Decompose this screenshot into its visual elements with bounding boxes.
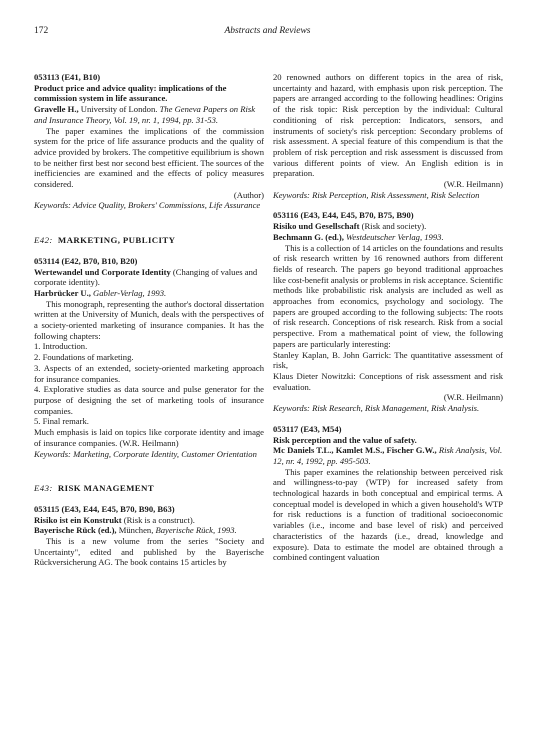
- entry-source: The Geneva Papers on Risk and Insurance Theory, Vol. 19, nr. 1, 1994, pp. 31-53.: [34, 104, 256, 125]
- entry-source: Gabler-Verlag, 1993.: [90, 287, 167, 298]
- list-item: 1. Introduction.: [34, 341, 88, 352]
- section-heading-e42: E42: MARKETING, PUBLICITY: [34, 235, 176, 246]
- entry-title-translation: (Risk and society).: [359, 221, 427, 232]
- entry-053117: [273, 424, 503, 563]
- entry-abstract: This monograph, representing the author's doctoral dissertation written at the University of Munich, deals with the perspectives of a society-oriented marketing of insurance companies. It has the following chapters:: [34, 298, 264, 341]
- page-number: 172: [34, 26, 49, 36]
- entry-affiliation: München,: [116, 525, 156, 536]
- entry-title: Wertewandel und Corporate Identity: [34, 266, 171, 277]
- entry-code: 053114 (E42, B70, B10, B20): [34, 255, 138, 266]
- entry-keywords: Keywords: Risk Perception, Risk Assessment, Risk Selection: [273, 189, 480, 200]
- entry-title: Product price and advice quality: implications of the commission system in life assurance.: [34, 82, 227, 104]
- left-column: [34, 72, 264, 568]
- entry-attribution: (Author): [233, 189, 264, 200]
- list-item: 5. Final remark.: [34, 416, 89, 427]
- entry-keywords: Keywords: Risk Research, Risk Management, Risk Analysis.: [273, 403, 480, 414]
- entry-attribution: (W.R. Heilmann): [443, 392, 503, 403]
- entry-citation: [34, 104, 264, 125]
- page-header: [34, 26, 501, 40]
- entry-abstract: This paper examines the relationship between perceived risk and willingness-to-pay (WTP) for increased safety from technological hazards in both conceptual and empirical terms. A conceptual model is developed in which a given household's WTP for risk reductions is a function of traditional socioeconomic variables (i.e., income and base level of risk) and perceived characteristics of the hazards (i.e., dread, knowledge and exposure). Data to estimate the model are obtained through a combined contingent valuation: [273, 466, 503, 563]
- list-item: Klaus Dieter Nowitzki: Conceptions of risk assessment and risk evaluation.: [273, 370, 503, 392]
- list-item: 2. Foundations of marketing.: [34, 352, 134, 363]
- entry-title: Risiko und Gesellschaft: [273, 221, 360, 232]
- section-heading-e43: E43: RISK MANAGEMENT: [34, 483, 155, 494]
- entry-keywords: Keywords: Marketing, Corporate Identity, Customer Orientation: [34, 448, 257, 459]
- entry-053114: [34, 256, 264, 459]
- right-column: [273, 72, 503, 563]
- entry-053113: [34, 72, 264, 211]
- entry-abstract: This is a new volume from the series "Society and Uncertainty", edited and published by the Bayerische Rückversicherung AG. The book contains 15 articles by: [34, 536, 264, 568]
- entry-closing: Much emphasis is laid on topics like corporate identity and image of insurance companies. (W.R. Heilmann): [34, 427, 264, 448]
- entry-title-line: [273, 221, 503, 232]
- entry-authors: Mc Daniels T.L., Kamlet M.S., Fischer G.W.,: [273, 445, 437, 456]
- entry-source: Risk Analysis, Vol. 12, nr. 4, 1992, pp. 495-503.: [273, 445, 503, 466]
- entry-abstract-continued: 20 renowned authors on different topics in the area of risk, uncertainty and hazard, with emphasis upon risk perception. The papers are arranged according to the following headlines: Origins of the risk topic: Risk perception by the individual: Cultural conditioning of risk perception: Indicators, sensors, and instruments of society's risk perception: Secondary problems of risk assessment. A special feature of this compendium is that the problem of risk perception and risk assessment is discussed from various different points of view. An English edition is in preparation.: [273, 72, 503, 179]
- list-item: Stanley Kaplan, B. John Garrick: The quantitative assessment of risk,: [273, 349, 503, 371]
- entry-title: Risiko ist ein Konstrukt: [34, 514, 122, 525]
- entry-keywords: Keywords: Advice Quality, Brokers' Commissions, Life Assurance: [34, 200, 261, 211]
- running-title: Abstracts and Reviews: [224, 26, 311, 36]
- entry-citation: [273, 232, 503, 243]
- entry-053115-continued: [273, 72, 503, 200]
- entry-source: Bayerische Rück, 1993.: [155, 525, 237, 536]
- entry-title-translation: (Changing of values and corporate identity).: [34, 266, 258, 288]
- entry-authors: Bechmann G. (ed.),: [273, 231, 344, 242]
- entry-code: 053116 (E43, E44, E45, B70, B75, B90): [273, 210, 414, 221]
- entry-title-line: [34, 267, 264, 288]
- list-item: 4. Explorative studies as data source and pulse generator for the purpose of designing the set of marketing tools of insurance companies.: [34, 384, 264, 416]
- entry-authors: Gravelle H.,: [34, 104, 79, 115]
- entry-authors: Bayerische Rück (ed.),: [34, 525, 117, 536]
- entry-source: Westdeutscher Verlag, 1993.: [343, 231, 444, 242]
- entry-attribution: (W.R. Heilmann): [119, 437, 179, 448]
- entry-title: Risk perception and the value of safety.: [273, 434, 417, 445]
- entry-authors: Harbrücker U.,: [34, 287, 91, 298]
- entry-code: 053117 (E43, M54): [273, 423, 342, 434]
- entry-title-translation: (Risk is a construct).: [121, 514, 195, 525]
- entry-citation: [34, 288, 264, 299]
- entry-053115: [34, 504, 264, 568]
- entry-abstract: This is a collection of 14 articles on the foundations and results of risk research written by 16 renowned authors from different fields of research. The papers go beyond traditional approaches like cost-benefit analysis or problems in risk acceptance. Scientific methods like probabilistic risk analysis are included as well as approaches from economics, psychology and sociology. The papers are grouped according to the following subjects: The roots of risk research. Conceptions of risk research. Risk from a social perspective. From a mathematical point of view, the following papers are particularly interesting:: [273, 242, 503, 349]
- entry-code: 053113 (E41, B10): [34, 72, 101, 82]
- entry-attribution: (W.R. Heilmann): [443, 179, 503, 190]
- entry-citation: [34, 525, 264, 536]
- list-item: 3. Aspects of an extended, society-oriented marketing approach for insurance companies.: [34, 362, 264, 384]
- entry-citation: [273, 445, 503, 466]
- entry-code: 053115 (E43, E44, E45, B70, B90, B63): [34, 503, 175, 514]
- entry-affiliation: University of London.: [78, 104, 160, 115]
- entry-title-line: [34, 515, 264, 526]
- entry-053116: [273, 210, 503, 413]
- entry-abstract: The paper examines the implications of the commission system for the price of life assurance products and the quality of advice provided by brokers. The competitive equilibrium is shown to be neither first best nor second best efficient. The sources of the inefficiencies are examined and the effects of policy measures considered.: [34, 125, 264, 190]
